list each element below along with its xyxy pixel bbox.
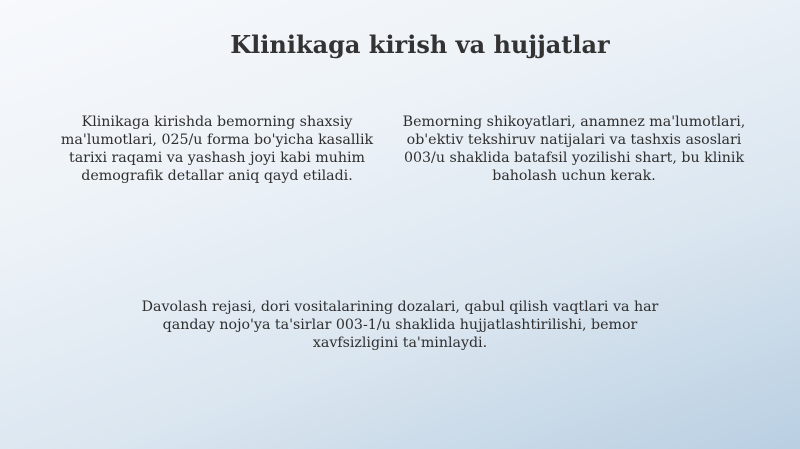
paragraph-clinical-assessment: Bemorning shikoyatlari, anamnez ma'lumotlari, ob'ektiv tekshiruv natijalari va tashxis asoslari 003/u shaklida batafsil yozilishi shart, bu klinik baholash uchun kerak. [402,114,746,184]
slide-title: Klinikaga kirish va hujjatlar [230,30,610,59]
paragraph-treatment-plan: Davolash rejasi, dori vositalarining dozalari, qabul qilish vaqtlari va har qanday nojo'ya ta'sirlar 003-1/u shaklida hujjatlashtirilishi, bemor xavfsizligini ta'minlaydi. [141,299,659,351]
paragraph-admission-details: Klinikaga kirishda bemorning shaxsiy ma'lumotlari, 025/u forma bo'yicha kasallik tarixi raqami va yashash joyi kabi muhim demografik detallar aniq qayd etiladi. [60,114,374,184]
